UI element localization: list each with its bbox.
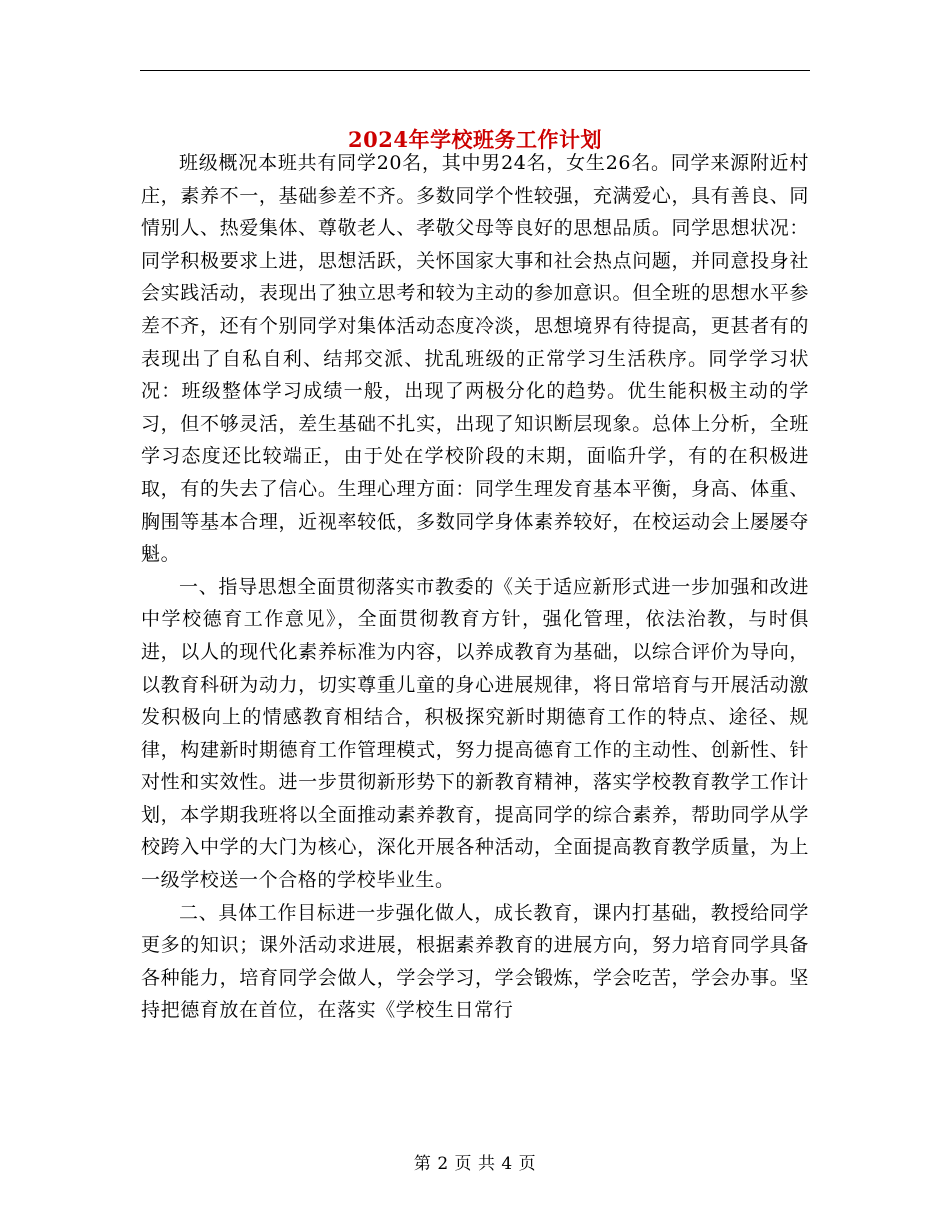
footer-prefix: 第 (413, 1154, 432, 1174)
footer-middle: 页 共 (454, 1154, 496, 1174)
header-rule (140, 70, 810, 71)
paragraph-class-overview: 班级概况本班共有同学20名，其中男24名，女生26名。同学来源附近村庄，素养不一，基础参差不齐。多数同学个性较强，充满爱心，具有善良、同情别人、热爱集体、尊敬老人、孝敬父母等良好的思想品质。同学思想状况：同学积极要求上进，思想活跃，关怀国家大事和社会热点问题，并同意投身社会实践活动，表现出了独立思考和较为主动的参加意识。但全班的思想水平参差不齐，还有个别同学对集体活动态度冷淡，思想境界有待提高，更甚者有的表现出了自私自利、结邦交派、扰乱班级的正常学习生活秩序。同学学习状况：班级整体学习成绩一般，出现了两极分化的趋势。优生能积极主动的学习，但不够灵活，差生基础不扎实，出现了知识断层现象。总体上分析，全班学习态度还比较端正，由于处在学校阶段的末期，面临升学，有的在积极进取，有的失去了信心。生理心理方面：同学生理发育基本平衡，身高、体重、胸围等基本合理，近视率较低，多数同学身体素养较好，在校运动会上屡屡夺魁。 (141, 152, 809, 566)
paragraph-work-goals: 二、具体工作目标进一步强化做人，成长教育，课内打基础，教授给同学更多的知识；课外活动求进展，根据素养教育的进展方向，努力培育同学具备各种能力，培育同学会做人，学会学习，学会锻炼，学会吃苦，学会办事。坚持把德育放在首位，在落实《学校生日常行 (141, 901, 809, 1022)
page-footer (0, 1152, 950, 1176)
footer-current-page: 2 (437, 1154, 449, 1174)
document-body (141, 147, 809, 1027)
footer-suffix: 页 (518, 1154, 537, 1174)
paragraph-guiding-ideology: 一、指导思想全面贯彻落实市教委的《关于适应新形式进一步加强和改进中学校德育工作意见》，全面贯彻教育方针，强化管理，依法治教，与时俱进，以人的现代化素养标准为内容，以养成教育为基础，以综合评价为导向，以教育科研为动力，切实尊重儿童的身心进展规律，将日常培育与开展活动激发积极向上的情感教育相结合，积极探究新时期德育工作的特点、途径、规律，构建新时期德育工作管理模式，努力提高德育工作的主动性、创新性、针对性和实效性。进一步贯彻新形势下的新教育精神，落实学校教育教学工作计划，本学期我班将以全面推动素养教育，提高同学的综合素养，帮助同学从学校跨入中学的大门为核心，深化开展各种活动，全面提高教育教学质量，为上一级学校送一个合格的学校毕业生。 (141, 575, 809, 892)
footer-total-pages: 4 (501, 1154, 513, 1174)
document-title: 2024年学校班务工作计划 (348, 127, 602, 153)
